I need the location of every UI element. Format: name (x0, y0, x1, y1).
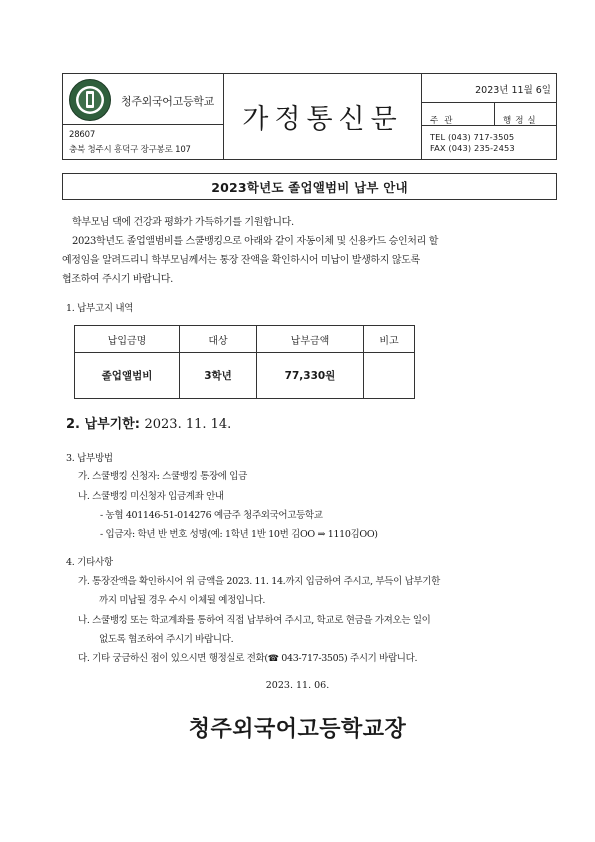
table-header-row (75, 326, 415, 353)
tel-number: TEL (043) 717-3505 (430, 132, 515, 142)
table-header-cell: 비고 (364, 326, 415, 353)
school-name: 청주외국어고등학교 (121, 95, 214, 108)
table-header-cell: 대상 (180, 326, 257, 353)
telephone-icon: ☎ (267, 654, 279, 664)
section-fee-title: 1. 납부고지 내역 (66, 303, 134, 314)
subject-title: 2023학년도 졸업앨범비 납부 안내 (62, 173, 557, 200)
issue-date: 2023년 11월 6일 (475, 85, 551, 96)
intro-line: 2023학년도 졸업앨범비를 스쿨뱅킹으로 아래와 같이 자동이체 및 신용카드 승인처리 할 (72, 236, 439, 247)
method-item: 가. 스쿨뱅킹 신청자: 스쿨뱅킹 통장에 입금 (78, 471, 247, 482)
fax-number: FAX (043) 235-2453 (430, 143, 515, 153)
zip-code: 28607 (69, 130, 96, 140)
principal-signature: 청주외국어고등학교장 (188, 717, 407, 742)
contact-text: 043-717-3505) 주시기 바랍니다. (278, 653, 418, 664)
intro-line: 예정임을 알려드리니 학부모님께서는 통장 잔액을 확인하시어 미납이 발생하지 않도록 (62, 255, 420, 266)
intro-paragraph (62, 213, 568, 289)
table-header-cell: 납부금액 (257, 326, 364, 353)
table-cell (364, 353, 415, 399)
depositor-format: - 입금자: 학년 반 번호 성명(예: 1학년 1반 10번 김OO ⇒ 1110김OO) (100, 529, 378, 540)
intro-line: 협조하여 주시기 바랍니다. (62, 274, 173, 285)
table-cell: 졸업앨범비 (75, 353, 180, 399)
manager-dept: 행정실 (503, 116, 540, 126)
publish-date: 2023. 11. 06. (265, 680, 330, 691)
section-method-title: 3. 납부방법 (66, 453, 113, 464)
deadline-value: 2023. 11. 14. (144, 417, 232, 432)
fee-table (74, 325, 415, 399)
payment-deadline (66, 413, 231, 432)
section-other-title: 4. 기타사항 (66, 557, 113, 568)
deadline-label: 2. 납부기한: (66, 417, 140, 432)
school-emblem-icon (68, 78, 112, 122)
other-item (78, 650, 417, 664)
intro-line: 학부모님 댁에 건강과 평화가 가득하기를 기원합니다. (72, 217, 294, 228)
method-item: 나. 스쿨뱅킹 미신청자 입금계좌 안내 (78, 491, 224, 502)
table-cell: 77,330원 (257, 353, 364, 399)
other-item-cont: 까지 미납될 경우 수시 이체될 예정입니다. (99, 595, 266, 606)
other-item: 나. 스쿨뱅킹 또는 학교계좌를 통하여 직접 납부하여 주시고, 학교로 현금을 가져오는 일이 (78, 615, 431, 626)
letter-title: 가정통신문 (242, 104, 403, 135)
other-item: 가. 통장잔액을 확인하시어 위 금액을 2023. 11. 14.까지 입금하여 주시고, 부득이 납부기한 (78, 576, 440, 587)
letter-header (62, 73, 557, 160)
manager-label: 주관 (430, 116, 459, 126)
other-item-cont: 없도록 협조하여 주시기 바랍니다. (99, 634, 234, 645)
school-address: 충북 청주시 흥덕구 장구봉로 107 (69, 145, 191, 155)
bank-account: - 농협 401146-51-014276 예금주 청주외국어고등학교 (100, 510, 323, 521)
table-row (75, 353, 415, 399)
table-cell: 3학년 (180, 353, 257, 399)
table-header-cell: 납입금명 (75, 326, 180, 353)
contact-text: 다. 기타 궁금하신 점이 있으시면 행정실로 전화( (78, 653, 268, 664)
